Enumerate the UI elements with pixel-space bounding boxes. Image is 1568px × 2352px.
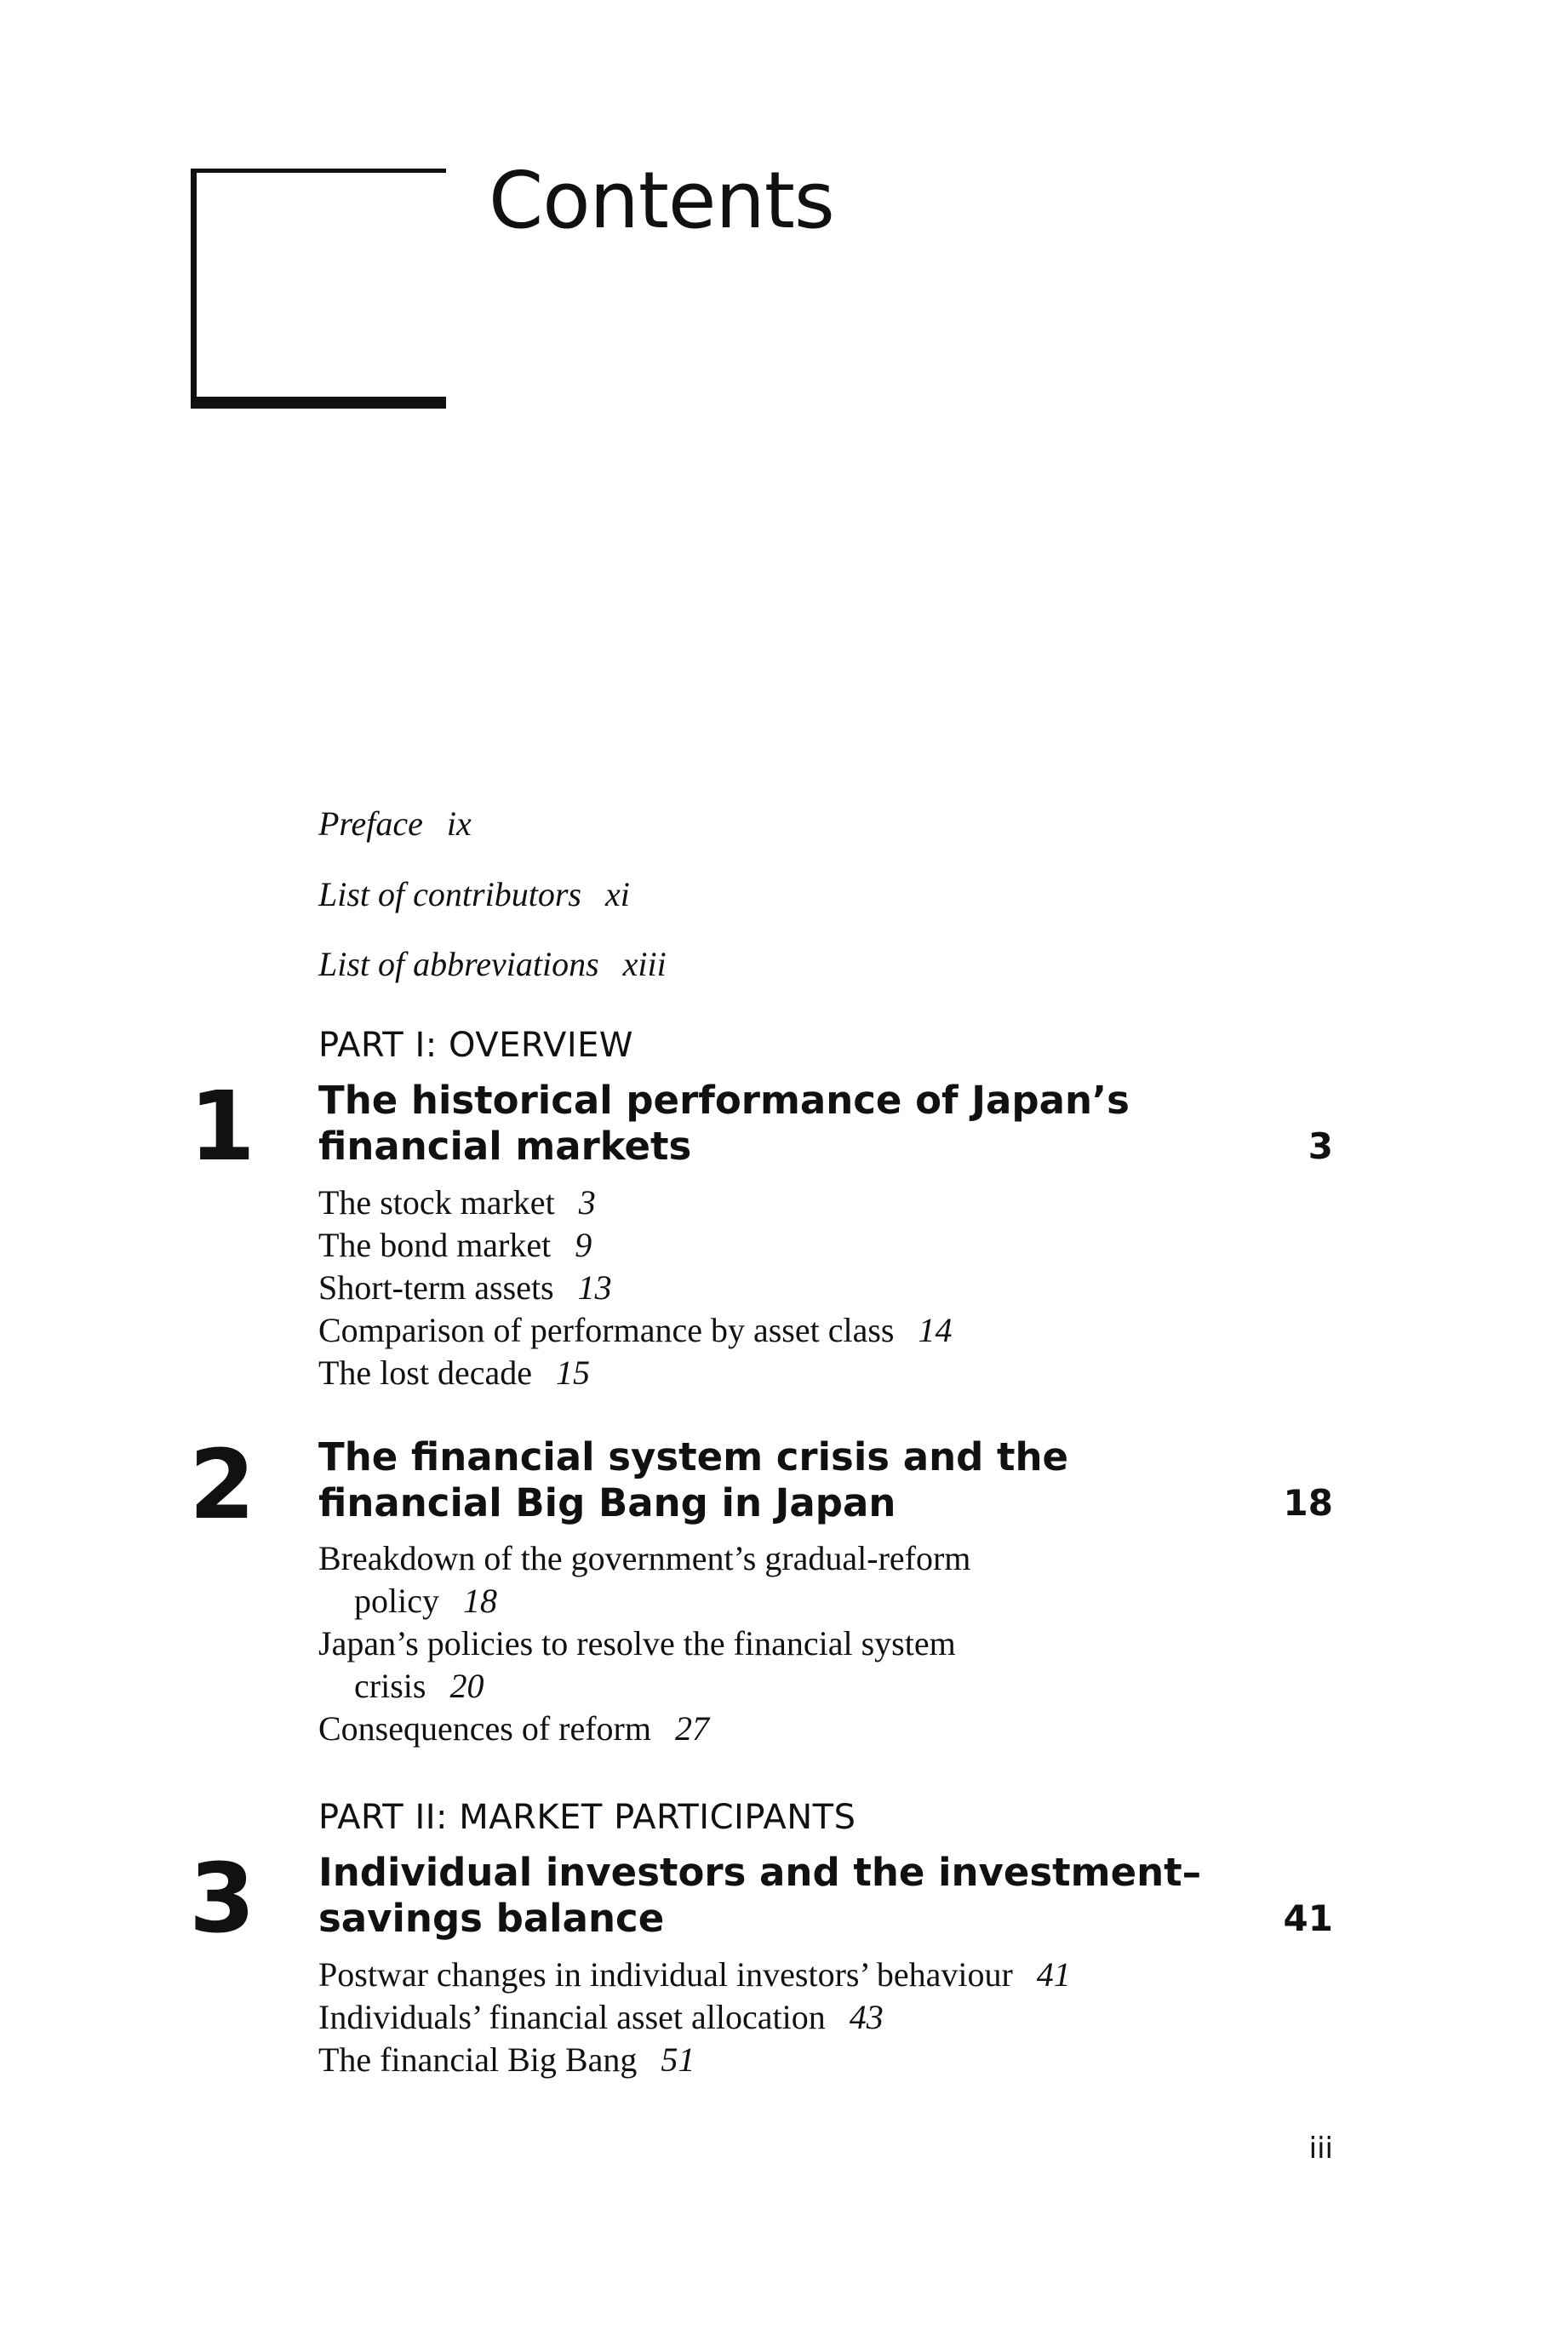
entry-label: Preface: [318, 804, 423, 843]
part-heading-market-participants: PART II: MARKET PARTICIPANTS: [318, 1798, 856, 1837]
entry-label: List of abbreviations: [318, 945, 599, 983]
section-page-number: 9: [575, 1226, 592, 1264]
entry-label: List of contributors: [318, 875, 581, 913]
chapter-title-line: savings balance: [318, 1896, 665, 1941]
toc-section-entry[interactable]: [318, 1537, 970, 1622]
title-bracket-top-rule: [191, 169, 446, 173]
toc-section-entry[interactable]: [318, 1708, 970, 1750]
chapter-title-line: financial markets: [318, 1124, 692, 1169]
title-bracket-bottom-rule: [191, 397, 446, 409]
section-page-number: 20: [449, 1667, 484, 1705]
section-label: The bond market: [318, 1226, 552, 1264]
part-heading-overview: PART I: OVERVIEW: [318, 1026, 633, 1065]
section-page-number: 41: [1036, 1955, 1071, 1994]
section-page-number: 51: [661, 2040, 695, 2079]
section-label: Breakdown of the government’s gradual-reform: [318, 1539, 971, 1577]
section-page-number: 15: [556, 1353, 590, 1392]
entry-page-number: ix: [446, 804, 472, 843]
section-page-number: 18: [462, 1582, 497, 1620]
toc-section-entry[interactable]: [318, 1954, 1071, 1996]
section-page-number: 14: [918, 1311, 953, 1349]
section-label: Comparison of performance by asset class: [318, 1311, 895, 1349]
toc-entry-list-of-abbreviations[interactable]: [318, 943, 667, 986]
toc-section-entry[interactable]: [318, 1267, 952, 1309]
section-label-continuation: policy: [354, 1582, 439, 1620]
entry-page-number: xi: [604, 875, 630, 913]
toc-entry-preface[interactable]: [318, 803, 472, 845]
page-title: Contents: [489, 155, 834, 246]
chapter-section-list: [318, 1537, 970, 1750]
chapter-number: 1: [189, 1072, 255, 1182]
chapter-title-line: Individual investors and the investment–: [318, 1850, 1202, 1895]
section-page-number: 13: [577, 1268, 612, 1307]
chapter-title-line: The historical performance of Japan’s: [318, 1078, 1130, 1123]
title-bracket-vertical-rule: [191, 169, 197, 409]
toc-section-entry[interactable]: [318, 1182, 952, 1224]
chapter-page-number: 18: [1283, 1482, 1333, 1524]
chapter-page-number: 41: [1283, 1897, 1333, 1939]
section-label: Japan’s policies to resolve the financial system: [318, 1624, 956, 1662]
chapter-title[interactable]: [318, 1850, 1340, 1942]
section-label: Postwar changes in individual investors’ behaviour: [318, 1955, 1013, 1994]
page-folio: iii: [1308, 2132, 1333, 2166]
chapter-title-line: The financial system crisis and the: [318, 1434, 1069, 1479]
section-label: The lost decade: [318, 1353, 532, 1392]
chapter-number: 3: [189, 1844, 255, 1954]
section-label: The stock market: [318, 1183, 555, 1222]
toc-section-entry[interactable]: [318, 1622, 970, 1708]
toc-section-entry[interactable]: [318, 1996, 1071, 2039]
toc-section-entry[interactable]: [318, 2039, 1071, 2081]
section-label: Short-term assets: [318, 1268, 554, 1307]
toc-section-entry[interactable]: [318, 1309, 952, 1352]
chapter-title[interactable]: [318, 1434, 1340, 1526]
chapter-section-list: [318, 1954, 1071, 2081]
chapter-number: 2: [189, 1430, 255, 1541]
toc-section-entry[interactable]: [318, 1224, 952, 1267]
chapter-page-number: 3: [1308, 1125, 1333, 1167]
toc-section-entry[interactable]: [318, 1352, 952, 1394]
chapter-section-list: [318, 1182, 952, 1394]
section-label-continuation: crisis: [354, 1667, 426, 1705]
entry-page-number: xiii: [622, 945, 667, 983]
section-page-number: 43: [849, 1998, 884, 2036]
section-label: The financial Big Bang: [318, 2040, 638, 2079]
chapter-title[interactable]: [318, 1078, 1340, 1170]
toc-entry-list-of-contributors[interactable]: [318, 873, 630, 916]
section-page-number: 27: [674, 1709, 709, 1748]
section-label: Individuals’ financial asset allocation: [318, 1998, 826, 2036]
chapter-title-line: financial Big Bang in Japan: [318, 1480, 896, 1525]
section-page-number: 3: [578, 1183, 596, 1222]
section-label: Consequences of reform: [318, 1709, 651, 1748]
